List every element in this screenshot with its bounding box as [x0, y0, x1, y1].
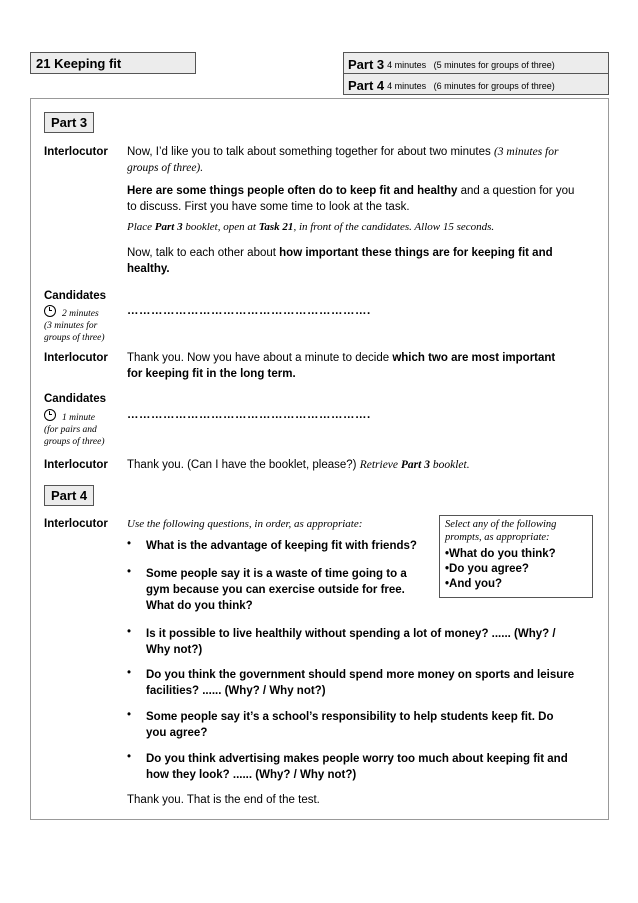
- question-3: [146, 626, 556, 658]
- part3-heading: Part 3: [44, 112, 94, 133]
- part3-timing: [344, 53, 608, 74]
- q2-line3: What do you think?: [146, 600, 253, 612]
- q4-line2: facilities? ...... (Why? / Why not?): [146, 685, 326, 697]
- instr-e: , in front of the candidates. Allow 15 seconds.: [293, 221, 495, 233]
- speaker-candidates-2: Candidates: [44, 393, 106, 405]
- p6-d: booklet.: [429, 459, 470, 471]
- speaker-interlocutor-2: Interlocutor: [44, 352, 108, 364]
- prompt-item: •Do you agree?: [445, 563, 529, 575]
- part4-heading: Part 4: [44, 485, 94, 506]
- question-5: [146, 709, 554, 741]
- prompts-header-2: prompts, as appropriate:: [445, 532, 550, 543]
- q2-line1: Some people say it is a waste of time going to a: [146, 568, 407, 580]
- speaker-interlocutor-4: Interlocutor: [44, 518, 108, 530]
- part3-intro-note-a: (3 minutes for: [493, 146, 559, 158]
- prompt-item: •What do you think?: [445, 548, 556, 560]
- bullet-icon: •: [127, 566, 132, 578]
- p5-a: Thank you. Now you have about a minute to decide: [127, 352, 393, 364]
- prompt-item-text: And you?: [449, 578, 503, 590]
- p6-c: Part 3: [400, 459, 430, 471]
- prompt-c: healthy.: [127, 263, 170, 275]
- part4-timing-label: Part 4: [348, 78, 385, 93]
- bullet-icon: •: [127, 751, 132, 763]
- c1-time: 2 minutes: [62, 309, 99, 319]
- part3-timing-label: Part 3: [348, 57, 385, 72]
- q3-line1: Is it possible to live healthily without spending a lot of money? ...... (Why? /: [146, 628, 556, 640]
- p6-a: Thank you. (Can I have the booklet, please?): [127, 459, 360, 471]
- part3-task-line2: to discuss. First you have some time to look at the task.: [127, 201, 410, 213]
- c2-note1: (for pairs and: [44, 425, 97, 435]
- q5-line2: you agree?: [146, 727, 208, 739]
- part4-timing-text: 4 minutes (6 minutes for groups of three): [387, 81, 555, 91]
- part4-instruction: Use the following questions, in order, as appropriate:: [127, 518, 363, 530]
- clock-icon: [44, 305, 56, 317]
- candidates-2-timing: [44, 409, 105, 448]
- c2-time: 1 minute: [62, 413, 95, 423]
- prompt-a: Now, talk to each other about: [127, 247, 280, 259]
- instr-a: Place: [127, 221, 155, 233]
- bullet-icon: •: [127, 709, 132, 721]
- speaker-interlocutor: Interlocutor: [44, 146, 108, 158]
- prompts-box: [439, 515, 593, 598]
- q4-line1: Do you think the government should spend more money on sports and leisure: [146, 669, 575, 681]
- part3-discussion-prompt: [127, 245, 597, 277]
- speaker-interlocutor-3: Interlocutor: [44, 459, 108, 471]
- q6-line2: how they look? ...... (Why? / Why not?): [146, 769, 357, 781]
- candidates-2-dots: …………………………………………………….: [127, 409, 371, 421]
- speaker-candidates-1: Candidates: [44, 290, 106, 302]
- part3-task-bold: Here are some things people often do to keep fit and healthy: [127, 185, 458, 197]
- prompt-item: •And you?: [445, 578, 503, 590]
- p5-b: which two are most important: [392, 352, 556, 364]
- closing-line: Thank you. That is the end of the test.: [127, 794, 320, 806]
- part3-close: [127, 457, 597, 473]
- q6-line1: Do you think advertising makes people worry too much about keeping fit and: [146, 753, 568, 765]
- part3-task-intro: [127, 183, 597, 215]
- bullet-icon: •: [127, 538, 132, 550]
- part3-decision-prompt: [127, 350, 597, 382]
- c1-note1: (3 minutes for: [44, 321, 98, 331]
- task-title: 21 Keeping fit: [30, 52, 196, 74]
- instr-b: Part 3: [154, 221, 183, 233]
- prompts-header-1: Select any of the following: [445, 519, 557, 530]
- part3-intro: [127, 144, 597, 176]
- q2-line2: gym because you can exercise outside for free.: [146, 584, 405, 596]
- prompt-b: how important these things are for keeping fit and: [279, 247, 553, 259]
- bullet-icon: •: [127, 626, 132, 638]
- bullet-icon: •: [127, 667, 132, 679]
- c2-note2: groups of three): [44, 437, 105, 447]
- c1-note2: groups of three): [44, 333, 105, 343]
- prompt-item-text: Do you agree?: [449, 563, 529, 575]
- clock-icon: [44, 409, 56, 421]
- part3-task-rest: and a question for you: [457, 185, 575, 197]
- part3-intro-note-b: groups of three).: [127, 162, 204, 174]
- q3-line2: Why not?): [146, 644, 203, 656]
- question-4: [146, 667, 574, 699]
- part3-instruction: [127, 221, 494, 233]
- timing-box: [343, 52, 609, 95]
- candidates-1-timing: [44, 305, 105, 344]
- question-1: What is the advantage of keeping fit with friends?: [146, 540, 417, 552]
- prompt-item-text: What do you think?: [449, 548, 556, 560]
- instr-c: booklet, open at: [182, 221, 259, 233]
- candidates-1-dots: …………………………………………………….: [127, 305, 371, 317]
- q5-line1: Some people say it’s a school’s responsibility to help students keep fit. Do: [146, 711, 554, 723]
- part3-intro-text: Now, I’d like you to talk about something together for about two minutes: [127, 146, 491, 158]
- question-2: [146, 566, 407, 614]
- p5-c: for keeping fit in the long term.: [127, 368, 296, 380]
- instr-d: Task 21: [258, 221, 294, 233]
- p6-b: Retrieve: [359, 459, 401, 471]
- part4-timing: [344, 74, 608, 95]
- part3-timing-text: 4 minutes (5 minutes for groups of three): [387, 60, 555, 70]
- question-6: [146, 751, 568, 783]
